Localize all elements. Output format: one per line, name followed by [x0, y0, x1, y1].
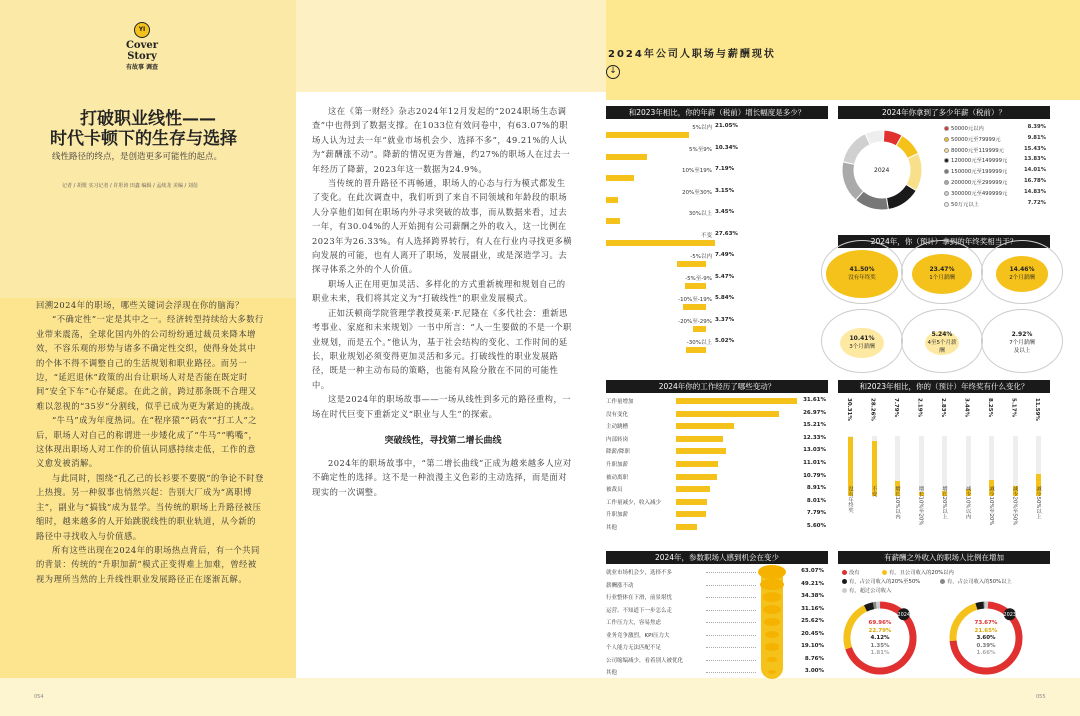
- side-legend-item: [940, 577, 1012, 585]
- income-slice: [843, 134, 870, 165]
- job-row-bar: [676, 398, 797, 404]
- bonus-label: 没有年终奖: [848, 274, 876, 281]
- ring-value: 69.96%: [868, 620, 892, 626]
- left-para-1: “不确定性”一定是其中之一。经济转型持续给大多数行业带来震荡，全球化国内外的公司纷纷通过裁员来降本增效，不容乐观的形势与诸多不确定性交织，使得身处其中的个体不得不调整自己的生活规划和职业路径。而另一边，“延迟退休”政策的出台让职场人对是否能在既定时间“安全下车”心存疑虑。在此之前，跨过那条既不合理又难以忽视的“35岁”分割线，似乎已成为更为紧迫的挑战。: [36, 314, 264, 411]
- chance-row-value: 49.21%: [801, 580, 824, 587]
- chance-row-label: 工作压力大，容易焦虑: [606, 620, 662, 626]
- left-para-3: 与此同时，围绕“孔乙己的长衫要不要脱”的争论不时登上热搜。另一种叙事也悄然兴起：告别大厂成为“离职博主”，副业与“搞钱”成为显学。当传统的职场上升路径被压缩时，越来越多的人开始跳脱线性的职业轨道，从今新的路径中寻找收入与价值感。: [36, 472, 264, 541]
- income-legend-item: [944, 146, 1046, 154]
- bonus-bubble: [826, 250, 898, 297]
- bonus-value: 14.46%: [1009, 265, 1035, 273]
- chance-row-value: 25.62%: [801, 618, 824, 624]
- chance-dots: [706, 635, 756, 636]
- donut-center-label: 2024: [874, 167, 890, 174]
- article-title-line1: 打破职业线性——: [80, 109, 216, 129]
- salary-row-bar: [606, 240, 715, 246]
- income-slice: [842, 162, 864, 200]
- mid-para-3: 职场人正在用更加灵活、多样化的方式重新梳理和规划自己的职业未来，我们将其定义为“打破线性”的职业发展模式。: [312, 278, 566, 304]
- salary-row-label: -10%至-19%: [678, 297, 712, 303]
- mid-para-4: 正如沃顿商学院管理学教授莫莱·F.尼隆在《多代社会：重新思考事业、家庭和未来规划》一书中所言：“人一生要做的不是一个职业规划，而是五个。”他认为，基于社会结构的变化、工作时间的延长，职业规划必须变得更加灵活和多元。打破线性的职业发展路径，既是一种主动布局的策略，也能有风险分散在不同的可能性中。: [312, 307, 572, 390]
- income-legend-label: 80000元至119999元: [951, 147, 1004, 154]
- bonus-col-value: 7.79%: [893, 398, 899, 418]
- bonus-value: 5.24%: [931, 330, 953, 338]
- bonus-col-value: 2.83%: [940, 398, 946, 418]
- income-legend-label: 120000元至149999元: [951, 158, 1008, 165]
- bonus-col-label: 增长10%以内: [894, 486, 900, 519]
- job-row-bar: [676, 411, 779, 417]
- legend-swatch: [940, 579, 945, 584]
- income-legend-value: 8.39%: [1027, 124, 1046, 130]
- job-row-value: 31.61%: [803, 397, 826, 403]
- bg-top-mid: [296, 0, 606, 92]
- bonus-col-label: 不变: [870, 486, 877, 497]
- ring-value: 1.66%: [976, 650, 996, 656]
- salary-row-label: -5%至-9%: [685, 275, 712, 282]
- salary-row-label: 5%至9%: [689, 146, 712, 153]
- salary-row-label: -20%至-29%: [678, 318, 712, 325]
- side-legend-label: 没有: [849, 570, 860, 576]
- ring-value: 1.35%: [870, 642, 890, 649]
- income-legend-value: 7.72%: [1027, 199, 1046, 206]
- income-legend-item: [944, 178, 1046, 186]
- chances-title: 2024年，参数职场人感到机会在变少: [606, 551, 828, 564]
- ring-value: 73.67%: [974, 620, 998, 626]
- salary-row-label: 5%以内: [692, 125, 712, 131]
- income-legend-item: [944, 156, 1046, 164]
- salary-row-value: 21.05%: [715, 123, 738, 129]
- chance-row-value: 63.07%: [801, 568, 824, 574]
- chance-row-label: 业务竞争激烈，KPI压力大: [606, 632, 670, 639]
- bonus-label: 2个月薪酬: [1009, 274, 1035, 281]
- bonus-label: 4至5个月薪酬: [927, 339, 957, 354]
- bonus-bubble: [925, 331, 959, 355]
- job-row-value: 13.03%: [803, 447, 826, 454]
- job-row-label: 内部转岗: [606, 436, 629, 443]
- bonus-value: 2.92%: [1011, 330, 1033, 338]
- income-legend-label: 50000元至79999元: [951, 136, 1001, 143]
- income-legend-item: [944, 135, 1046, 143]
- chance-bubble: [765, 643, 779, 650]
- side-legend-item: [842, 586, 891, 594]
- chance-bubble: [763, 605, 781, 614]
- chance-row-label: 公司缩编减少，看着别人被优化: [606, 657, 684, 664]
- arrow-down-icon: ↓: [606, 65, 620, 79]
- chance-bubble: [763, 592, 782, 601]
- job-change-title: 2024年你的工作经历了哪些变动？: [606, 380, 828, 393]
- legend-swatch: [842, 570, 847, 575]
- cover-story-label: Cover Story: [125, 40, 159, 62]
- bonus-bubble: [840, 328, 884, 358]
- salary-row-label: 不变: [700, 232, 712, 239]
- salary-row-bar: [693, 326, 706, 332]
- job-row-label: 工作量减少，收入减少: [606, 499, 662, 506]
- income-legend-value: 16.78%: [1023, 178, 1046, 184]
- year-badge-label: 2024: [897, 612, 911, 619]
- chance-row-value: 20.45%: [801, 630, 824, 637]
- bonus-col-label: 增长20%以上: [941, 486, 947, 519]
- income-legend-value: 13.83%: [1023, 156, 1046, 163]
- income-slice: [886, 184, 916, 209]
- income-legend-value: 15.43%: [1023, 145, 1046, 152]
- salary-row-label: 10%至19%: [682, 168, 712, 174]
- chance-dots: [706, 622, 756, 623]
- legend-swatch: [842, 579, 847, 584]
- salary-row-value: 10.34%: [715, 144, 738, 151]
- chance-row-label: 就业市场机会少，选择不多: [606, 570, 673, 576]
- salary-row-value: 5.02%: [715, 338, 735, 344]
- job-row-label: 升职加薪: [606, 512, 629, 519]
- bonus-bubble: [1009, 330, 1035, 354]
- side-legend-label: 有，占公司收入的20%至50%: [849, 579, 921, 585]
- income-legend-value: 14.01%: [1023, 167, 1046, 174]
- salary-row-bar: [677, 261, 706, 267]
- chance-row-label: 运营、不知道下一步怎么走: [606, 607, 673, 614]
- bonus-value: 10.41%: [849, 334, 875, 342]
- middle-column: [312, 104, 574, 499]
- chance-bubble: [764, 618, 780, 626]
- side-legend-label: 有，占公司收入的50%以上: [947, 579, 1012, 585]
- job-row-bar: [676, 499, 707, 505]
- job-row-bar: [676, 511, 706, 517]
- income-legend-label: 150000元至199999元: [951, 169, 1008, 176]
- cover-story-logo: [112, 22, 172, 71]
- left-para-2: “牛马”成为年度热词。在“程序猿”“码农”“打工人”之后，职场人对自己的称谓进一步矮化成了“牛马”“鸭嘴”，这体现出职场人对工作的价值认同感持续走低，工作的意义愈发被消解。: [36, 415, 258, 469]
- chance-dots: [706, 572, 756, 573]
- income-legend-label: 200000元至299999元: [951, 180, 1008, 186]
- bonus-col-label: 减少50%以上: [1035, 486, 1041, 519]
- page-number-right: 055: [1036, 694, 1046, 700]
- annual-income-title: 2024年你拿到了多少年薪（税前）？: [838, 106, 1050, 119]
- salary-row-value: 5.84%: [715, 295, 735, 301]
- salary-row-value: 3.15%: [715, 187, 735, 194]
- job-row-label: 被裁员: [606, 487, 623, 494]
- salary-row-bar: [606, 175, 634, 181]
- year-badge-label: 2023: [1003, 612, 1017, 619]
- job-row-value: 7.79%: [806, 510, 826, 517]
- chance-dots: [706, 597, 756, 598]
- bonus-label: 7个月薪酬及以上: [1009, 339, 1035, 354]
- salary-row-value: 7.19%: [715, 166, 735, 172]
- income-legend-value: 9.81%: [1027, 134, 1046, 141]
- salary-row-label: 20%至30%: [682, 189, 712, 196]
- mid-para-2: 当传统的晋升路径不再畅通，职场人的心态与行为模式都发生了变化。在此次调查中，我们听到了来自不同领域和年龄段的职场人分享他们如何在职场内外寻求突破的故事，而从数据来看，过去一年，有30.04%的人开始拥有公司薪酬之外的收入，这一比例在2023年为26.33%。有人选择跨界转行，有人在行业内寻找更多横向发展的可能，也有人离开了职场，发展副业，或是深造学习。去探寻体系之外的个人价值。: [312, 178, 573, 275]
- job-row-bar: [676, 423, 734, 429]
- chance-dots: [706, 610, 756, 611]
- job-row-label: 被动离职: [606, 474, 629, 481]
- left-para-4: 所有这些出现在2024年的职场热点背后，有一个共同的背景：传统的“升职加薪”模式正变得难上加难，曾经被视为理所当然的上升线性职业发展路径正在逐渐瓦解。: [36, 544, 260, 584]
- chance-row-value: 19.10%: [801, 643, 824, 649]
- job-row-label: 其他: [606, 525, 618, 531]
- legend-swatch: [944, 158, 949, 163]
- salary-row-value: 27.63%: [715, 230, 738, 237]
- ring-value: 4.12%: [870, 635, 890, 641]
- income-legend-label: 50万元以上: [951, 201, 979, 208]
- job-row-label: 主动跳槽: [606, 424, 629, 431]
- bonus-col-value: 11.59%: [1034, 398, 1040, 421]
- legend-swatch: [944, 137, 949, 142]
- bonus-col-value: 3.44%: [963, 398, 970, 418]
- job-row-value: 8.01%: [806, 497, 826, 504]
- bonus-col-value: 8.25%: [987, 398, 993, 418]
- job-row-bar: [676, 524, 697, 530]
- bonus-value: 23.47%: [929, 266, 955, 273]
- salary-row-value: 5.47%: [715, 273, 735, 280]
- bonus-col-value: 28.26%: [869, 398, 876, 421]
- income-legend-label: 300000元至499999元: [951, 190, 1008, 197]
- salary-row-bar: [606, 154, 647, 160]
- job-row-bar: [676, 486, 710, 492]
- logo-badge: YI: [134, 22, 150, 38]
- article-credits: 记者 / 胡歌 实习记者 / 许彤涛 田鑫 编辑 / 孟续龙 美编 / 刘蓓: [62, 183, 198, 189]
- income-slice: [906, 153, 922, 190]
- job-row-label: 升职加薪: [606, 462, 629, 468]
- article-subtitle: 线性路径的终点，是创造更多可能性的起点。: [52, 152, 223, 162]
- ring-value: 22.79%: [868, 627, 892, 634]
- income-legend-item: [944, 124, 1046, 132]
- ring-segment: [847, 608, 865, 648]
- salary-row-value: 3.37%: [715, 316, 735, 323]
- job-row-bar: [676, 436, 723, 442]
- job-row-bar: [676, 474, 717, 480]
- chance-row-value: 31.16%: [801, 605, 824, 612]
- mid-para-1: 这在《第一财经》杂志2024年12月发起的“2024职场生态调查”中也得到了数据支撑。在1033位有效问卷中，有63.07%的职场人认为过去一年“就业市场机会少、选择不多”，49.21%的人认为“薪酬涨不动”。降薪的情况更为普遍，约27%的职场人在过去一年经历了降薪，2023年这一数据为24.9%。: [312, 106, 571, 174]
- bonus-bubble: [912, 254, 972, 294]
- income-legend-item: [944, 189, 1046, 197]
- infographic-title: 2024年公司人职场与薪酬现状: [608, 49, 776, 60]
- bonus-title: 2024年，你（预计）拿到的年终奖相当于？: [838, 235, 1050, 248]
- bonus-label: 1个月薪酬: [929, 275, 955, 281]
- chance-row-value: 3.00%: [804, 668, 824, 674]
- salary-row-label: -5%以内: [690, 254, 712, 260]
- legend-swatch: [944, 169, 949, 174]
- bonus-col-value: 5.17%: [1010, 398, 1017, 418]
- job-row-value: 26.97%: [803, 409, 826, 416]
- bg-footer: [0, 678, 1080, 716]
- bonus-bubble: [996, 256, 1048, 291]
- left-column: [36, 298, 264, 586]
- lead-paragraph: 回溯2024年的职场，哪些关键词会浮现在你的脑海？: [36, 300, 244, 310]
- income-legend-item: [944, 167, 1046, 175]
- job-row-value: 5.60%: [806, 523, 826, 529]
- side-legend-label: 有，且公司收入的20%以内: [889, 570, 954, 576]
- bonus-change-title: 和2023年相比，你的（预计）年终奖有什么变化？: [838, 380, 1050, 393]
- job-row-bar: [676, 461, 718, 467]
- mid-para-5: 这是2024年的职场故事——一场从线性到多元的路径重构，一场在时代巨变下重新定义“职业与人生”的探索。: [312, 394, 572, 419]
- chance-bubble: [758, 565, 786, 579]
- chance-row-label: 其他: [606, 670, 618, 676]
- legend-swatch: [842, 588, 847, 593]
- ring-value: 0.39%: [976, 642, 996, 649]
- salary-row-label: 30%以上: [688, 211, 712, 217]
- salary-row-value: 3.45%: [715, 209, 735, 215]
- bonus-col-label: 增长10%至20%: [917, 486, 924, 526]
- ring-value: 1.81%: [870, 650, 890, 656]
- ring-value: 3.60%: [976, 635, 996, 641]
- legend-swatch: [944, 148, 949, 153]
- job-row-value: 12.33%: [803, 434, 826, 441]
- side-income-title: 有薪酬之外收入的职场人比例在增加: [838, 551, 1050, 564]
- side-legend-item: [842, 577, 920, 585]
- page-number-left: 054: [34, 694, 44, 700]
- bonus-label: 3个月薪酬: [849, 343, 875, 350]
- salary-change-title: 和2023年相比，你的年薪（税前）增长幅度是多少？: [606, 106, 828, 119]
- bonus-col-value: 2.19%: [916, 398, 923, 418]
- salary-row-value: 7.49%: [715, 252, 735, 258]
- side-legend-label: 有，超过公司收入: [849, 588, 892, 594]
- bonus-col-label: 减少10%以内: [964, 486, 971, 519]
- chance-bubble: [760, 579, 784, 591]
- legend-swatch: [944, 191, 949, 196]
- side-legend-item: [842, 568, 860, 576]
- chance-row-label: 行业整体在下滑，前景堪忧: [606, 595, 673, 601]
- side-legend-item: [882, 568, 954, 576]
- salary-row-label: -30%以上: [686, 340, 712, 346]
- income-legend-item: [944, 200, 1046, 208]
- salary-row-bar: [683, 304, 706, 310]
- section-heading: 突破线性，寻找第二增长曲线: [384, 435, 502, 446]
- chance-dots: [706, 672, 756, 673]
- chance-dots: [706, 585, 756, 586]
- income-legend-value: 14.83%: [1023, 188, 1046, 195]
- ring-value: 21.65%: [974, 627, 998, 634]
- bonus-col-label: 减少10%至20%: [988, 486, 994, 526]
- job-row-value: 11.01%: [803, 460, 826, 466]
- salary-row-bar: [686, 347, 706, 353]
- job-row-bar: [676, 448, 726, 454]
- job-row-label: 降薪/降职: [606, 449, 630, 456]
- ring-segment: [976, 605, 983, 606]
- chance-row-value: 8.76%: [804, 655, 824, 662]
- chance-dots: [706, 647, 756, 648]
- legend-swatch: [944, 126, 949, 131]
- bonus-col-label: 减少20%至50%: [1011, 486, 1018, 526]
- bonus-value: 41.50%: [849, 265, 875, 273]
- mid-para-6: 2024年的职场故事中，“第二增长曲线”正成为越来越多人应对不确定性的选择。这不是一种浪漫主义色彩的主动选择，而是面对现实的一次调整。: [312, 457, 572, 497]
- legend-swatch: [882, 570, 887, 575]
- bonus-col-label: 没有年终奖: [847, 486, 853, 513]
- article-title-line2: 时代卡顿下的生存与选择: [50, 129, 237, 149]
- job-row-value: 8.91%: [806, 485, 826, 492]
- bonus-col-value: 30.31%: [846, 398, 852, 421]
- salary-row-bar: [606, 197, 618, 203]
- salary-row-bar: [606, 132, 689, 138]
- legend-swatch: [944, 202, 949, 207]
- income-legend-label: 50000元以内: [951, 126, 984, 132]
- job-row-label: 工作量增加: [606, 399, 634, 405]
- chance-row-label: 薪酬涨不动: [606, 582, 634, 589]
- job-row-value: 15.21%: [803, 422, 826, 429]
- chance-dots: [706, 660, 756, 661]
- ring-segment: [865, 606, 873, 609]
- chance-row-value: 34.38%: [801, 593, 824, 599]
- job-row-value: 10.79%: [803, 472, 826, 479]
- salary-row-bar: [685, 283, 706, 289]
- legend-swatch: [944, 180, 949, 185]
- job-row-label: 没有变化: [606, 411, 629, 418]
- cover-story-sub: 有故事 调查: [125, 64, 159, 71]
- salary-row-bar: [606, 218, 620, 224]
- chance-row-label: 个人能力无法匹配不足: [606, 645, 662, 651]
